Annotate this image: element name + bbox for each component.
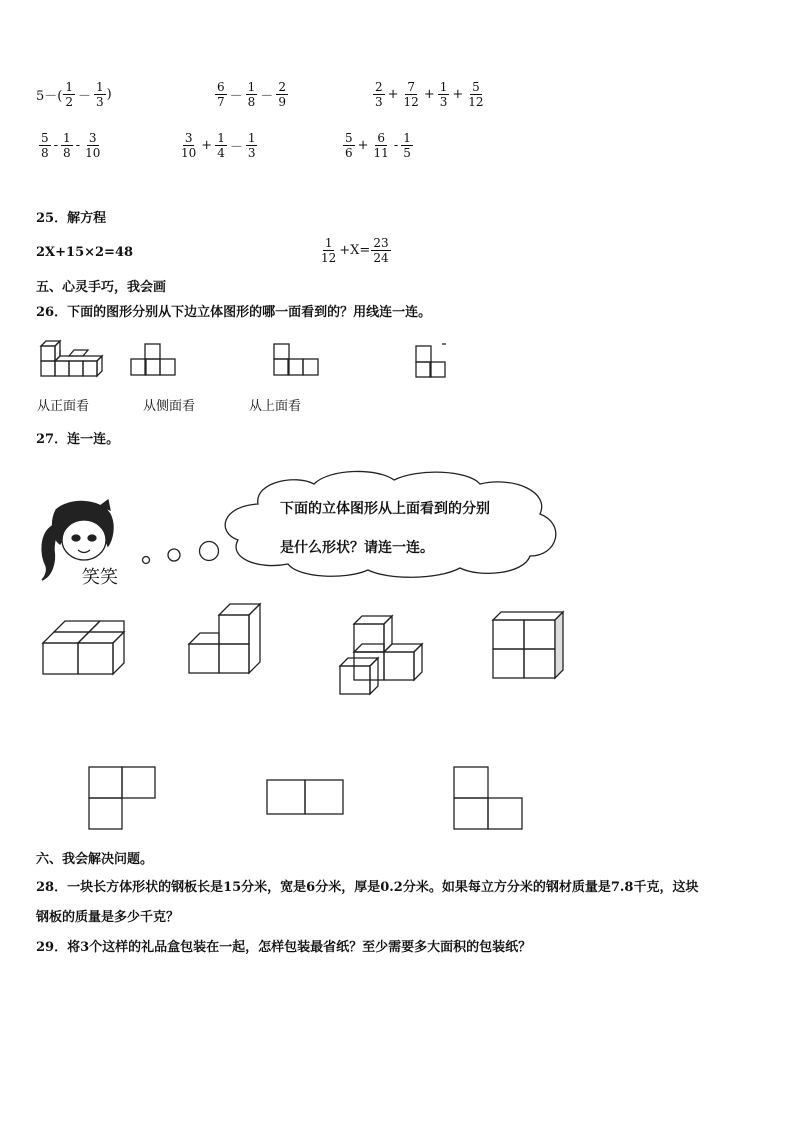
fraction: $\frac{3}{10}$ bbox=[181, 131, 197, 160]
fraction: $\frac{1}{5}$ bbox=[403, 131, 411, 160]
eq2-middle: +X= bbox=[339, 243, 371, 258]
fraction: $\frac{2}{3}$ bbox=[375, 80, 383, 109]
fraction: $\frac{1}{8}$ bbox=[247, 80, 256, 109]
operator: － bbox=[260, 89, 274, 104]
q25-equation-1: 2X+15×2=48 bbox=[36, 245, 134, 260]
fraction: $\frac{1}{8}$ bbox=[63, 131, 71, 160]
q27-solid-2 bbox=[188, 601, 264, 675]
calc-expr-2 bbox=[214, 80, 289, 109]
speech-cloud bbox=[218, 470, 566, 578]
operator: + bbox=[201, 138, 213, 153]
q28-line-1: 28．一块长方体形状的钢板长是15分米，宽是6分米，厚是0.2分米。如果每立方分米的钢材质量是7.8千克，这块 bbox=[36, 880, 699, 895]
thought-circles bbox=[138, 538, 222, 568]
q25-equation-2 bbox=[318, 236, 392, 265]
calc-expr-4 bbox=[38, 131, 103, 160]
eq2-fraction-1: $\frac{1}{12}$ bbox=[321, 236, 337, 265]
operator: - bbox=[75, 138, 81, 153]
q28-line-2: 钢板的质量是多少千克？ bbox=[36, 910, 180, 925]
section5-title: 五、心灵手巧，我会画 bbox=[36, 280, 167, 295]
q27-solid-1 bbox=[42, 618, 126, 676]
fraction: $\frac{5}{6}$ bbox=[345, 131, 353, 160]
q26-view-1 bbox=[130, 343, 176, 377]
fraction: $\frac{2}{9}$ bbox=[278, 80, 286, 109]
q26-view-2 bbox=[273, 343, 319, 377]
q27-top-view-1 bbox=[88, 766, 158, 832]
operator: + bbox=[452, 87, 464, 102]
calc-expr-1 bbox=[36, 80, 112, 109]
fraction: $\frac{5}{12}$ bbox=[468, 80, 484, 109]
fraction: $\frac{5}{8}$ bbox=[41, 131, 49, 160]
calc-expr-5 bbox=[178, 131, 258, 160]
bubble-line-1: 下面的立体图形从上面看到的分别 bbox=[280, 501, 490, 517]
q26-view-3 bbox=[415, 343, 447, 379]
q25-title: 25．解方程 bbox=[36, 211, 107, 226]
fraction: $\frac{3}{10}$ bbox=[85, 131, 101, 160]
expr-suffix: ) bbox=[106, 87, 112, 102]
operator: － bbox=[229, 89, 243, 104]
q26-title: 26．下面的图形分别从下边立体图形的哪一面看到的？用线连一连。 bbox=[36, 305, 432, 320]
fraction: $\frac{1}{2}$ bbox=[65, 80, 73, 109]
fraction: $\frac{7}{12}$ bbox=[403, 80, 419, 109]
eq2-fraction-2: $\frac{23}{24}$ bbox=[373, 236, 389, 265]
calc-expr-3 bbox=[372, 80, 487, 109]
q26-label-front: 从正面看 bbox=[37, 399, 90, 414]
girl-name-label: 笑笑 bbox=[82, 567, 118, 588]
operator: - bbox=[53, 138, 59, 153]
operator: - bbox=[393, 138, 399, 153]
fraction: $\frac{1}{3}$ bbox=[96, 80, 104, 109]
operator: + bbox=[357, 138, 369, 153]
q27-solid-3 bbox=[338, 612, 428, 698]
operator: － bbox=[77, 89, 91, 104]
fraction: $\frac{6}{7}$ bbox=[217, 80, 225, 109]
q27-solid-4 bbox=[492, 610, 570, 680]
operator: + bbox=[387, 87, 399, 102]
operator: － bbox=[229, 140, 243, 155]
q27-top-view-2 bbox=[266, 779, 346, 817]
q26-solid-figure bbox=[40, 338, 100, 380]
expr-prefix: 5－( bbox=[36, 89, 63, 104]
fraction: $\frac{1}{4}$ bbox=[217, 131, 225, 160]
q26-label-top: 从上面看 bbox=[249, 399, 302, 414]
section6-title: 六、我会解决问题。 bbox=[36, 852, 154, 867]
fraction: $\frac{1}{3}$ bbox=[439, 80, 448, 109]
q29-text: 29．将3个这样的礼品盒包装在一起，怎样包装最省纸？至少需要多大面积的包装纸？ bbox=[36, 940, 532, 955]
fraction: $\frac{1}{3}$ bbox=[247, 131, 256, 160]
operator: + bbox=[423, 87, 435, 102]
q27-title: 27．连一连。 bbox=[36, 432, 120, 447]
fraction: $\frac{6}{11}$ bbox=[373, 131, 389, 160]
q26-label-side: 从侧面看 bbox=[143, 399, 196, 414]
calc-expr-6 bbox=[342, 131, 414, 160]
q27-top-view-3 bbox=[453, 766, 525, 832]
bubble-line-2: 是什么形状？请连一连。 bbox=[280, 540, 434, 556]
